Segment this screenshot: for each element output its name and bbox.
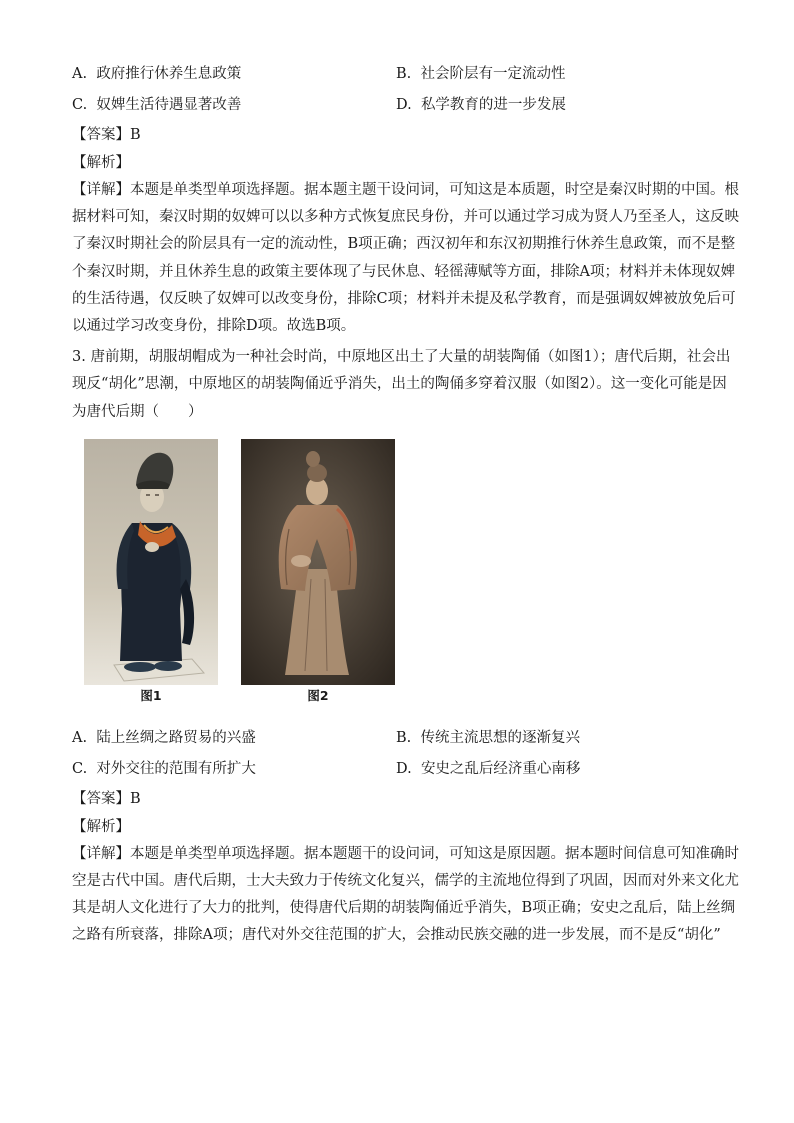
q2-option-a: A. 政府推行休养生息政策 (72, 66, 242, 82)
q3-detail-line: 其是胡人文化进行了大力的批判，使得唐代后期的胡装陶俑近乎消失，B项正确；安史之乱后，陆上丝绸 (72, 900, 736, 917)
figure-2 (241, 439, 395, 704)
q3-stem (72, 344, 731, 426)
document-page (72, 62, 739, 950)
detail-tag: 【详解】 (72, 182, 130, 198)
q2-detail-line: 个秦汉时期，并且休养生息的政策主要体现了与民休息、轻徭薄赋等方面，排除A项；材料并未体现奴婢 (72, 263, 735, 280)
q2-option-c: C. 奴婢生活待遇显著改善 (72, 97, 242, 113)
q2-option-b: B. 社会阶层有一定流动性 (396, 66, 566, 82)
q2-answer (72, 121, 722, 149)
q2-analysis-tag: 【解析】 (72, 155, 130, 171)
answer-value: B (130, 790, 141, 807)
q2-options (72, 62, 722, 117)
figure-2-caption: 图2 (307, 687, 329, 703)
q3-figures (72, 439, 722, 707)
figure-1 (84, 439, 218, 704)
q3-answer (72, 785, 722, 813)
q2-detail-line: 的生活待遇，仅反映了奴婢可以改变身份，排除C项；材料并未提及私学教育，而是强调奴婢被放免后可 (72, 290, 736, 307)
q3-option-d: D. 安史之乱后经济重心南移 (396, 760, 581, 777)
answer-tag: 【答案】 (72, 127, 130, 143)
answer-tag: 【答案】 (72, 790, 130, 807)
q3-detail-line: 空是古代中国。唐代后期，士大夫致力于传统文化复兴，儒学的主流地位得到了巩固，因而对外来文化尤 (72, 873, 739, 890)
q2-detail (72, 177, 739, 340)
q3-detail-line: 【详解】本题是单类型单项选择题。据本题题干的设问词，可知这是原因题。据本题时间信息可知准确时 (72, 845, 739, 862)
q3-option-b: B. 传统主流思想的逐渐复兴 (396, 729, 580, 746)
q3-stem-line: 为唐代后期（ ） (72, 403, 203, 420)
answer-value: B (130, 127, 141, 143)
hu-costume-figurine-icon (84, 439, 218, 685)
q3-detail-line: 之路有所衰落，排除A项；唐代对外交往范围的扩大，会推动民族交融的进一步发展，而不是反“胡化” (72, 927, 721, 944)
q2-detail-line: 【详解】本题是单类型单项选择题。据本题主题干设问词，可知这是本质题，时空是秦汉时期的中国。根 (72, 182, 739, 198)
q3-detail (72, 841, 739, 950)
q3-option-c: C. 对外交往的范围有所扩大 (72, 760, 256, 777)
q3-stem-line: 3. 唐前期，胡服胡帽成为一种社会时尚，中原地区出土了大量的胡装陶俑（如图1）；唐代后期，社会出 (72, 349, 731, 366)
q2-detail-line: 了秦汉时期社会的阶层具有一定的流动性，B项正确；西汉初年和东汉初期推行休养生息政策，而不是整 (72, 236, 736, 253)
han-costume-figurine-icon (241, 439, 395, 685)
q2-option-d: D. 私学教育的进一步发展 (396, 97, 566, 113)
q2-detail-line: 以通过学习改变身份，排除D项。故选B项。 (72, 318, 356, 335)
q3-option-a: A. 陆上丝绸之路贸易的兴盛 (72, 729, 256, 746)
q2-detail-line: 据材料可知，秦汉时期的奴婢可以以多种方式恢复庶民身份，并可以通过学习成为贤人乃至圣人，这反映 (72, 209, 739, 226)
detail-tag: 【详解】 (72, 845, 130, 862)
q3-options (72, 726, 722, 781)
q3-stem-line: 现反“胡化”思潮，中原地区的胡装陶俑近乎消失，出土的陶俑多穿着汉服（如图2）。这一变化可能是因 (72, 376, 727, 393)
q3-analysis-tag: 【解析】 (72, 818, 130, 835)
figure-1-caption: 图1 (140, 687, 162, 703)
